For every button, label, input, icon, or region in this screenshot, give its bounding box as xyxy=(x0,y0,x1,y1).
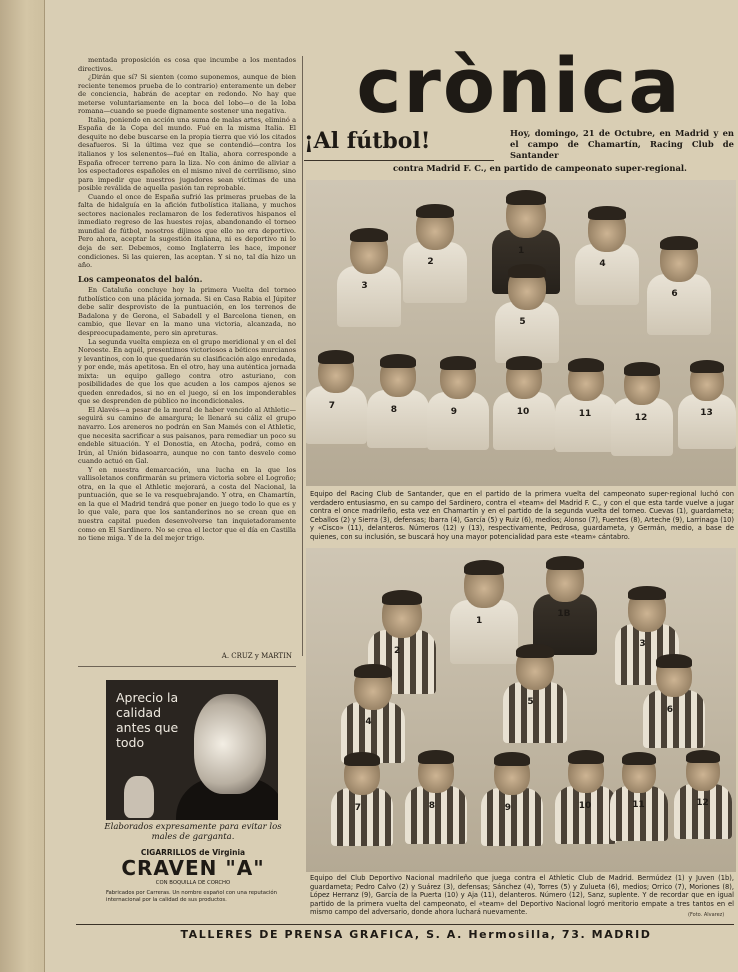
player-hair xyxy=(354,664,392,678)
ad-photo xyxy=(106,680,278,820)
player-number: 12 xyxy=(696,797,709,808)
ad-brand: CRAVEN "A" xyxy=(121,856,265,880)
player-number: 11 xyxy=(632,799,645,810)
player-number: 10 xyxy=(516,406,530,417)
player-number: 6 xyxy=(666,704,674,715)
player-hair xyxy=(464,560,504,575)
article-paragraph: El Alavés—a pesar de la moral de haber vencido al Athletic—seguirá su camino de amargura; le llenará su cáliz el grupo navarro. Los areneros no podrán en San Mamés con el Athletic, que necesita sacrificar a sus paisanos, para remediar un poco su endeble situación. Y el Donostia, en Atocha, podrá, como en Irún, al Unión bidasoarra, aunque no con tanto desvelo como cuando actuó en Gal. xyxy=(78,405,296,466)
player-jersey xyxy=(495,302,560,363)
team-photo-racing xyxy=(306,180,736,486)
headline: ¡Al fútbol! xyxy=(304,128,431,154)
player-hair xyxy=(686,750,720,763)
headline-rule xyxy=(304,160,494,161)
player-jersey xyxy=(405,786,466,844)
player-hair xyxy=(318,350,354,364)
player-jersey xyxy=(643,690,704,748)
player-jersey xyxy=(481,788,542,846)
player-jersey xyxy=(450,600,518,664)
article-paragraph: La segunda vuelta empieza en el grupo meridional y en el del Noroeste. En aquél, presentimos victoriosos a béticos murcianos y levantinos, con lo que quedarán su clasificación algo enredada, y por ende, más apetitosa. En el otro, hay una auténtica jornada mixta: un equipo gallego contra otro asturiano, con posibilidades de que los que acuden a los campos ajenos se queden enredados, si no en el juego, sí en los imponderables que se desprenden de público no incondicionales. xyxy=(78,337,296,406)
photo-credit: (Foto. Alvarez) xyxy=(688,912,725,918)
player-number: 9 xyxy=(450,406,458,417)
player-hair xyxy=(350,228,388,242)
ad-slogan: Aprecio la calidad antes que todo xyxy=(116,690,179,750)
player-number: 11 xyxy=(578,408,592,419)
ad-fine-print: Fabricados por Carreras. Un nombre español con una reputación internacional por la calidad de sus productos. xyxy=(106,890,277,903)
article-paragraph: Y en nuestra demarcación, una lucha en la que los vallisoletanos confirmarán su primera victoria sobre el Logroño; otra, en la que el Athletic mejorará, a costa del Nacional, la puntuación, que se le va resquebrajando. Y otra, en Chamartín, en la que el Madrid tendrá que poner en juego todo lo que es y lo que vale, para que los santanderinos no se crean que en nuestra capital pueden desenvolverse tan inquietadoramente como en El Sardinero. No se crea el lector que el día en Castilla no tiene miga. Y de la del mejor trigo. xyxy=(78,465,296,543)
player-jersey xyxy=(674,784,732,838)
player-number: 2 xyxy=(427,257,434,268)
player-jersey xyxy=(575,244,640,305)
player-number: 1B xyxy=(557,609,571,620)
player-hair xyxy=(656,654,692,668)
player-hair xyxy=(506,190,546,205)
player-number: 7 xyxy=(328,400,336,411)
photo-caption-nacional: Equipo del Club Deportivo Nacional madrileño que juega contra el Athletic Club de Madrid. Bermúdez (1) y Juven (1b), guardameta; Pedro Calvo (2) y Suárez (3), defensas; Sánchez (4), Torres (5) y Zulueta (6), medios; Orrico (7), Moriones (8), López Herranz (9), García de la Puerta (10) y Aja (11), delanteros. Número (12), Sanz, suplente. Y de recordar que en igual partido de la primera vuelta del campeonato, el «team» del Deportivo Nacional logró meritorio empate a tres tantos en el mismo campo del adversario, donde ahora luchará nuevamente. xyxy=(310,874,734,917)
player-number: 13 xyxy=(700,407,713,418)
player-hair xyxy=(416,204,454,218)
ad-subtitle: CIGARRILLOS de Virginia xyxy=(140,848,246,857)
player-number: 2 xyxy=(394,646,401,656)
player-jersey xyxy=(367,390,428,448)
player-hair xyxy=(588,206,626,220)
player-jersey xyxy=(611,398,672,456)
page-spine xyxy=(0,0,45,972)
column-rule xyxy=(302,56,303,656)
player-hair xyxy=(440,356,476,370)
player-hair xyxy=(622,752,656,765)
player-hair xyxy=(380,354,416,368)
player-number: 5 xyxy=(527,697,534,708)
player-number: 4 xyxy=(599,259,606,270)
player-jersey xyxy=(306,386,367,444)
player-hair xyxy=(382,590,422,605)
byline-rule xyxy=(78,666,296,667)
player-jersey xyxy=(337,266,402,327)
article-paragraph: ¿Dirán que sí? Si sienten (como suponemos, aunque de bien reciente tenemos prueba de lo contrario) enteramente un deber de conciencia, habrán de aceptar en redondo. No hay que meterse voluntariamente en la boca del lobo—o de la loba romana—cuando se puede dignamente sostener una negativa. xyxy=(78,73,296,116)
player-jersey xyxy=(678,394,736,448)
player-hair xyxy=(690,360,724,373)
player-number: 1 xyxy=(518,246,525,256)
printer-footer: TALLERES DE PRENSA GRAFICA, S. A. Hermosilla, 73. MADRID xyxy=(180,928,652,941)
headline-intro-tail: contra Madrid F. C., en partido de campeonato super-regional. xyxy=(393,163,687,173)
ad-filter-note: CON BOQUILLA DE CORCHO xyxy=(155,880,231,886)
ad-figure-hand xyxy=(124,776,154,818)
masthead-title: crònica xyxy=(356,41,682,130)
player-hair xyxy=(568,358,604,372)
player-number: 3 xyxy=(639,639,646,650)
player-jersey xyxy=(403,242,468,303)
player-hair xyxy=(508,264,546,278)
article-paragraph: Italia, poniendo en acción una suma de malas artes, eliminó a España de la Copa del mundo. Fué en la misma Italia. El desquite no debe buscarse en la propia tierra que vió los citados desafueros. Si la última vez que se contendió—contra los italianos y los selenentos—fué en Italia, ahora corresponde a España ofrecer terreno para la liza. No con ánimo de aliviar a los espectadores españoles en el mismo nivel de cerrilismo, sino para impedir que nuestros jugadores sean víctimas de una posible reválida de aquella pasión tan reprobable. xyxy=(78,115,296,193)
ad-tagline: Elaborados expresamente para evitar los males de garganta. xyxy=(104,822,282,842)
team-photo-nacional xyxy=(306,548,736,872)
player-number: 12 xyxy=(634,412,648,423)
player-hair xyxy=(546,556,584,570)
article-paragraph: mentada proposición es cosa que incumbe a los mentados directivos. xyxy=(78,56,296,73)
player-number: 5 xyxy=(519,317,526,328)
player-hair xyxy=(568,750,604,764)
player-number: 1 xyxy=(476,616,483,626)
ad-figure-face xyxy=(194,694,266,794)
player-number: 8 xyxy=(390,404,398,415)
player-hair xyxy=(516,644,554,658)
player-number: 10 xyxy=(578,800,592,811)
player-hair xyxy=(506,356,542,370)
player-number: 8 xyxy=(428,800,436,811)
cigarette-advertisement xyxy=(100,676,286,920)
player-hair xyxy=(660,236,698,250)
player-jersey xyxy=(503,682,568,743)
player-hair xyxy=(494,752,530,766)
player-jersey xyxy=(555,786,616,844)
headline-intro: Hoy, domingo, 21 de Octubre, en Madrid y en el campo de Chamartín, Racing Club de Santander xyxy=(510,128,734,160)
player-hair xyxy=(624,362,660,376)
player-hair xyxy=(344,752,380,766)
photo-caption-racing: Equipo del Racing Club de Santander, que en el partido de la primera vuelta del campeonato super-regional luchó con verdadero entusiasmo, en su campo del Sardinero, contra el «team» del Madrid F. C., y con el que esta tarde vuelve a jugar contra el once madrileño, esta vez en Chamartín y en el partido de la segunda vuelta del torneo. Cuevas (1), guardameta; Ceballos (2) y Sierra (3), defensas; Ibarra (4), García (5) y Ruiz (6), medios; Alonso (7), Fuentes (8), Arteche (9), Larrinaga (10) y «Cisco» (11), delanteros. Números (12) y (13), respectivamente, Pedrosa, guardameta, y Germán, medio, a base de quienes, con su inclusión, se buscará hoy una mayor potencialidad para este «team» cántabro. xyxy=(310,490,734,541)
player-jersey xyxy=(493,392,554,450)
article-paragraph: Cuando el once de España sufrió las primeras pruebas de la falta de hidalguía en la afición futbolística italiana, y muchos sectores nacionales reclamaron de los federativos hispanos el inmediato regreso de las huestes rojas, abandonando el torneo mundial de fútbol, nosotros dijimos que ello no era deportivo. Pero ahora, aceptar la sugestión italiana, ni es deportivo ni lo deja de ser. Debemos, como Inglaterra les hace, imponer condiciones. Si las quieren, las aceptan. Y si no, tal día hizo un año. xyxy=(78,192,296,270)
article-paragraph: En Cataluña concluye hoy la primera Vuelta del torneo futbolístico con una plácida jornada. Si en Casa Rabia el Júpiter debe salir desprovisto de la puntuación, en los terrenos de Badalona y de Gerona, el Sabadell y el Barcelona tienen, en cambio, que llevar en la mano una victoria, alcanzada, no despreocupadamente, pero sin apreturas. xyxy=(78,286,296,337)
player-jersey xyxy=(427,392,488,450)
footer-rule xyxy=(76,924,734,925)
player-jersey xyxy=(647,274,712,335)
player-number: 6 xyxy=(671,289,678,300)
player-jersey xyxy=(610,786,668,840)
player-number: 9 xyxy=(504,802,512,813)
article-column xyxy=(78,56,296,666)
player-hair xyxy=(418,750,454,764)
player-hair xyxy=(628,586,666,600)
section-title: Los campeonatos del balón. xyxy=(78,273,203,284)
player-jersey xyxy=(555,394,616,452)
player-number: 4 xyxy=(365,717,372,728)
player-jersey xyxy=(331,788,392,846)
player-number: 7 xyxy=(354,802,362,813)
player-number: 3 xyxy=(361,281,368,292)
article-byline: A. CRUZ y MARTIN xyxy=(221,652,292,660)
